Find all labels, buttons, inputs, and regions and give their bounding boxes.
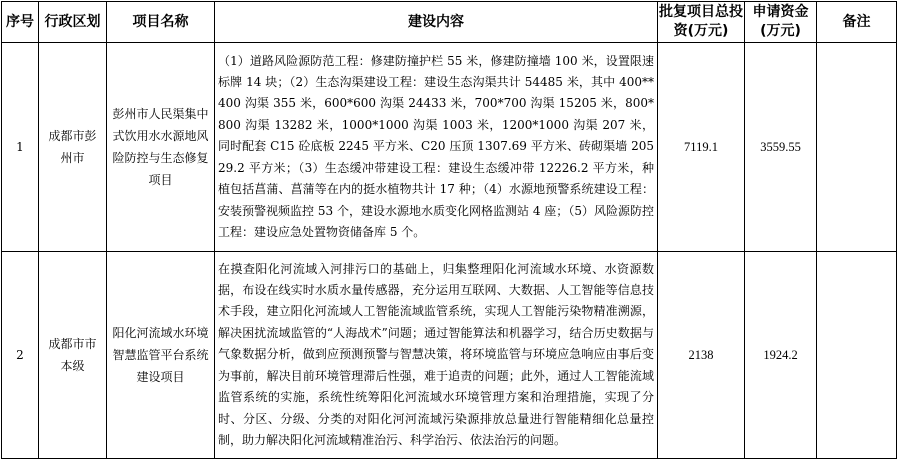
cell-requested-funds: 3559.55 — [745, 43, 817, 252]
cell-remarks — [817, 252, 897, 459]
cell-total-investment: 2138 — [658, 252, 745, 459]
header-row — [2, 2, 897, 43]
cell-seq: 2 — [2, 252, 39, 459]
cell-district: 成都市彭州市 — [39, 43, 107, 252]
header-total-investment: 批复项目总投资(万元) — [658, 2, 745, 43]
cell-total-investment: 7119.1 — [658, 43, 745, 252]
cell-project-name: 彭州市人民渠集中式饮用水水源地风险防控与生态修复项目 — [107, 43, 215, 252]
header-remarks: 备注 — [817, 2, 897, 43]
cell-requested-funds: 1924.2 — [745, 252, 817, 459]
header-seq: 序号 — [2, 2, 39, 43]
cell-content: （1）道路风险源防范工程：修建防撞护栏 55 米，修建防撞墙 100 米，设置限速标牌 14 块；（2）生态沟渠建设工程：建设生态沟渠共计 54485 米，其中 400**400 沟渠 355 米，600*600 沟渠 24433 米，700*700 沟渠 15205 米，800*800 沟渠 13282 米，1000*1000 沟渠 1003 米，1200*1000 沟渠 207 米，同时配套 C15 砼底板 2245 平方米、C20 压顶 1307.69 平方米、砖砌渠墙 20529.2 平方米；（3）生态缓冲带建设工程：建设生态缓冲带 12226.2 平方米，种植包括菖蒲、菖蒲等在内的挺水植物共计 17 种；（4）水源地预警系统建设工程：安装预警视频监控 53 个，建设水源地水质变化网格监测站 4 座；（5）风险源防控工程：建设应急处置物资储备库 5 个。 — [215, 43, 658, 252]
cell-remarks — [817, 43, 897, 252]
cell-content: 在摸查阳化河流域入河排污口的基础上，归集整理阳化河流域水环境、水资源数据，布设在线实时水质水量传感器，充分运用互联网、大数据、人工智能等信息技术手段，建立阳化河流域人工智能流域监管系统，实现人工智能污染物精准溯源，解决困扰流域监管的“人海战术”问题；通过智能算法和机器学习，结合历史数据与气象数据分析，做到应预测预警与智慧决策，将环境监管与环境应急响应由事后变为事前，解决目前环境管理滞后性强，难于追责的问题；此外，通过人工智能流域监管系统的实施，系统性统筹阳化河流域水环境管理方案和治理措施，实现了分时、分区、分级、分类的对阳化河河流域污染源排放总量进行智能精细化总量控制，助力解决阳化河流域精准治污、科学治污、依法治污的问题。 — [215, 252, 658, 459]
cell-seq: 1 — [2, 43, 39, 252]
header-requested-funds: 申请资金(万元) — [745, 2, 817, 43]
header-content: 建设内容 — [215, 2, 658, 43]
cell-project-name: 阳化河流域水环境智慧监管平台系统建设项目 — [107, 252, 215, 459]
table-row — [2, 43, 897, 252]
cell-district: 成都市市本级 — [39, 252, 107, 459]
table-row — [2, 252, 897, 459]
header-project-name: 项目名称 — [107, 2, 215, 43]
project-table — [1, 1, 897, 459]
header-district: 行政区划 — [39, 2, 107, 43]
